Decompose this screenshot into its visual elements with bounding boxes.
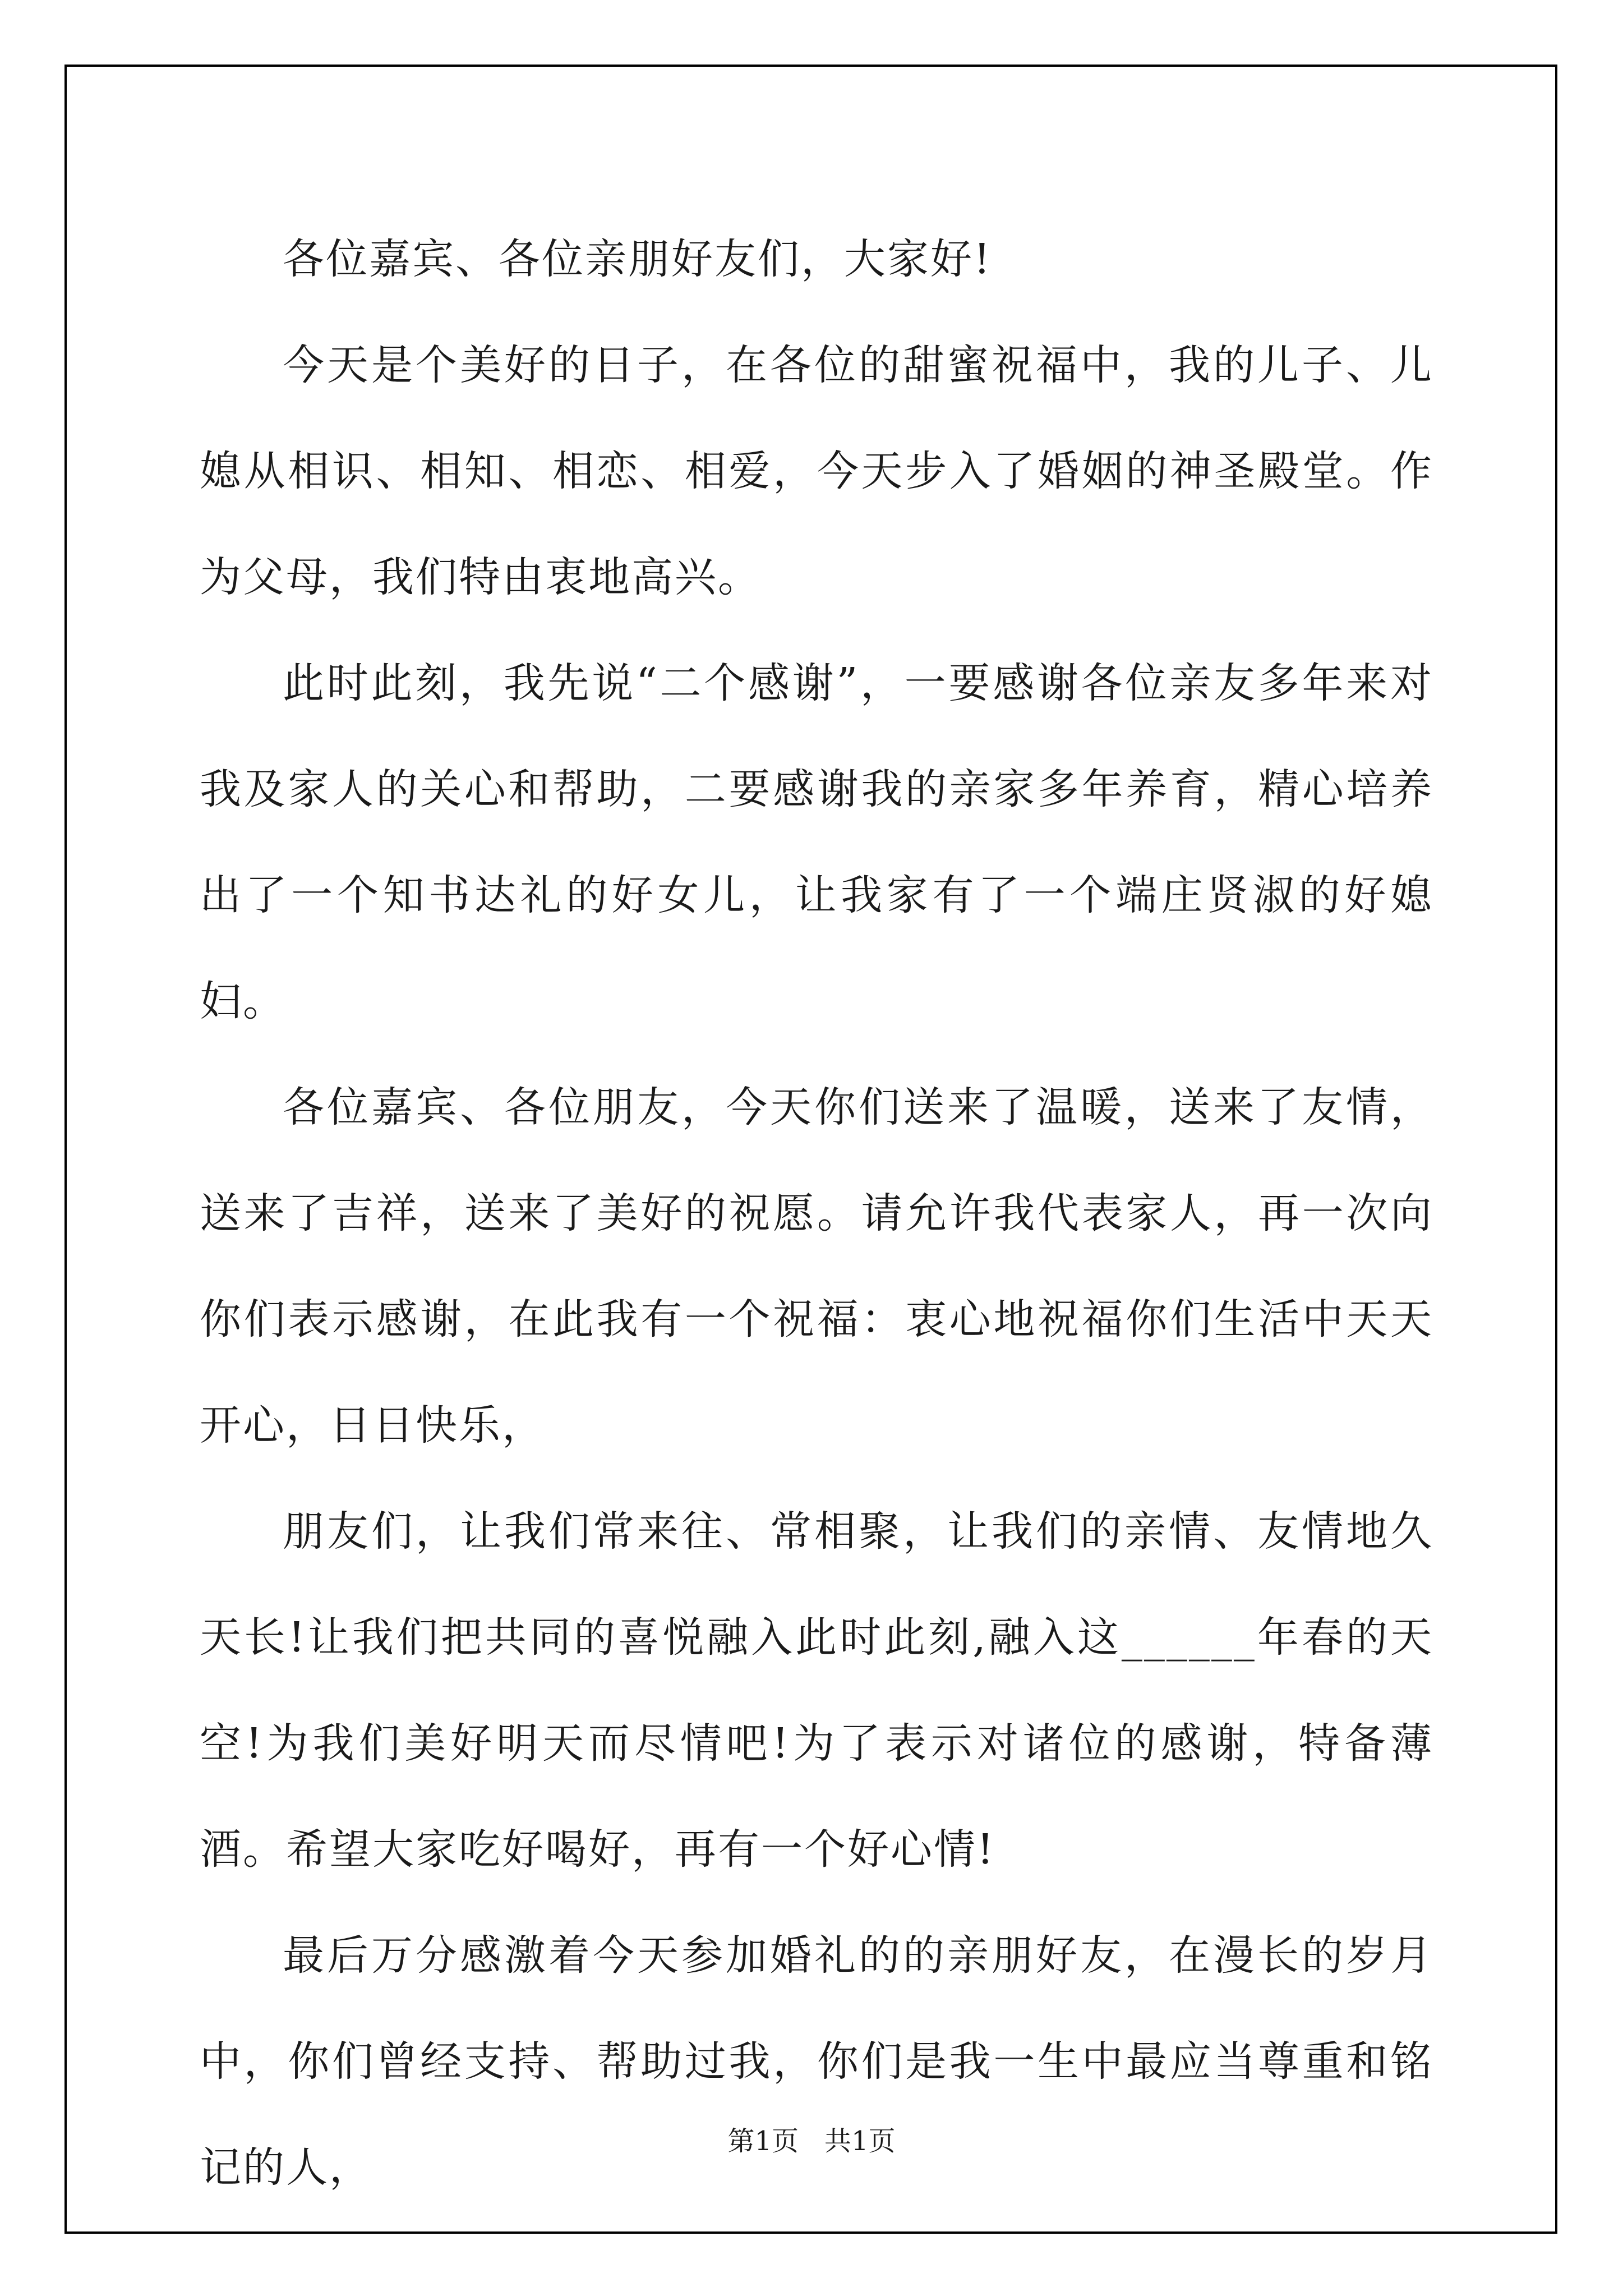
page-number-total: 共1页 bbox=[824, 2125, 896, 2157]
paragraph-thanks: 此时此刻，我先说“二个感谢”，一要感谢各位亲友多年来对我及家人的关心和帮助，二要感谢我的亲家多年养育，精心培养出了一个知书达礼的好女儿，让我家有了一个端庄贤淑的好媳妇。 bbox=[200, 659, 1433, 1025]
page-footer bbox=[0, 2119, 1623, 2158]
paragraph-introduction: 今天是个美好的日子，在各位的甜蜜祝福中，我的儿子、儿媳从相识、相知、相恋、相爱，今天步入了婚姻的神圣殿堂。作为父母，我们特由衷地高兴。 bbox=[200, 341, 1433, 601]
document-body bbox=[200, 206, 1433, 2221]
paragraph-blessing: 各位嘉宾、各位朋友，今天你们送来了温暖，送来了友情，送来了吉祥，送来了美好的祝愿。请允许我代表家人，再一次向你们表示感谢，在此我有一个祝福：衷心地祝福你们生活中天天开心，日日快乐， bbox=[200, 1083, 1433, 1450]
page-number-current: 第1页 bbox=[727, 2125, 799, 2157]
paragraph-friends: 朋友们，让我们常来往、常相聚，让我们的亲情、友情地久天长!让我们把共同的喜悦融入此时此刻,融入这______年春的天空!为我们美好明天而尽情吧!为了表示对诸位的感谢，特备薄酒。希望大家吃好喝好，再有一个好心情! bbox=[200, 1507, 1433, 1874]
paragraph-greeting: 各位嘉宾、各位亲朋好友们，大家好! bbox=[283, 235, 992, 283]
paragraph-closing: 最后万分感激着今天参加婚礼的的亲朋好友，在漫长的岁月中，你们曾经支持、帮助过我，你们是我一生中最应当尊重和铭记的人， bbox=[200, 1931, 1433, 2192]
